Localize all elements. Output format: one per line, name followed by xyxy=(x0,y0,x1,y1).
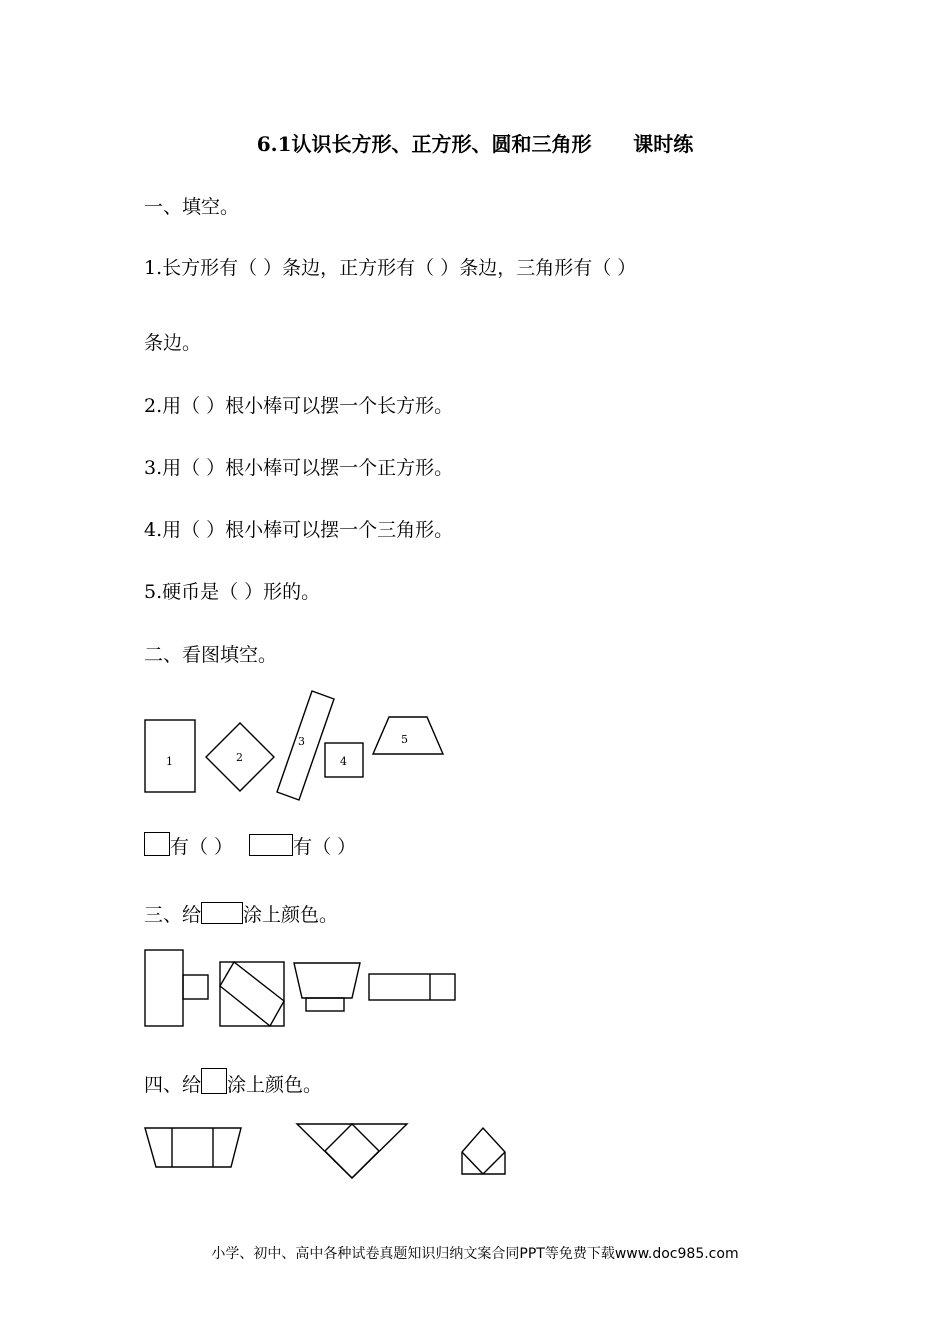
small-square xyxy=(183,975,208,999)
section3-heading-post: 涂上颜色。 xyxy=(243,904,339,926)
inner-diamond xyxy=(220,962,284,1026)
page-title: 6.1认识长方形、正方形、圆和三角形 课时练 xyxy=(256,132,694,156)
section4-figure xyxy=(140,1120,540,1200)
house-shape xyxy=(462,1128,505,1174)
house-diag-1 xyxy=(462,1152,483,1174)
section2-answer-line xyxy=(144,832,356,860)
square-icon xyxy=(201,1068,227,1094)
shape-4-label: 4 xyxy=(340,755,347,768)
shapes-figure xyxy=(140,685,460,805)
tall-rectangle xyxy=(145,950,183,1026)
square-icon xyxy=(144,832,170,856)
question-2: 2.用（ ）根小棒可以摆一个长方形。 xyxy=(144,395,454,417)
shape-5-trapezoid xyxy=(373,717,443,754)
house-diag-2 xyxy=(483,1152,505,1174)
shape-5-label: 5 xyxy=(401,733,408,746)
trapezoid-with-squares xyxy=(145,1128,241,1167)
question-3: 3.用（ ）根小棒可以摆一个正方形。 xyxy=(144,457,454,479)
rectangle-answer: 有（ ） xyxy=(293,836,357,858)
question-1-line1: 1.长方形有（ ）条边，正方形有（ ）条边，三角形有（ ） xyxy=(144,257,637,279)
cup-base xyxy=(306,998,344,1011)
footer-text: 小学、初中、高中各种试卷真题知识归纳文案合同PPT等免费下载www.doc985.com xyxy=(211,1246,739,1262)
section3-heading xyxy=(144,902,338,928)
question-4: 4.用（ ）根小棒可以摆一个三角形。 xyxy=(144,519,454,541)
section2-heading: 二、看图填空。 xyxy=(144,644,278,666)
shape-1-label: 1 xyxy=(166,755,173,768)
wide-rectangle xyxy=(369,974,455,1000)
large-triangle xyxy=(297,1124,407,1178)
section4-heading-pre: 四、给 xyxy=(144,1074,202,1096)
section4-heading-post: 涂上颜色。 xyxy=(227,1074,323,1096)
triangle-inner-diamond xyxy=(325,1124,379,1178)
rectangle-icon xyxy=(201,902,243,924)
question-5: 5.硬币是（ ）形的。 xyxy=(144,581,321,603)
section3-figure xyxy=(140,945,470,1035)
section4-heading xyxy=(144,1068,322,1098)
cup-trapezoid xyxy=(294,963,360,998)
square-answer: 有（ ） xyxy=(170,836,234,858)
shape-3-label: 3 xyxy=(298,735,305,748)
section1-heading: 一、填空。 xyxy=(144,196,240,218)
shape-2-label: 2 xyxy=(236,751,243,764)
question-1-line2: 条边。 xyxy=(144,332,202,354)
rectangle-icon xyxy=(249,834,293,856)
section3-heading-pre: 三、给 xyxy=(144,904,202,926)
